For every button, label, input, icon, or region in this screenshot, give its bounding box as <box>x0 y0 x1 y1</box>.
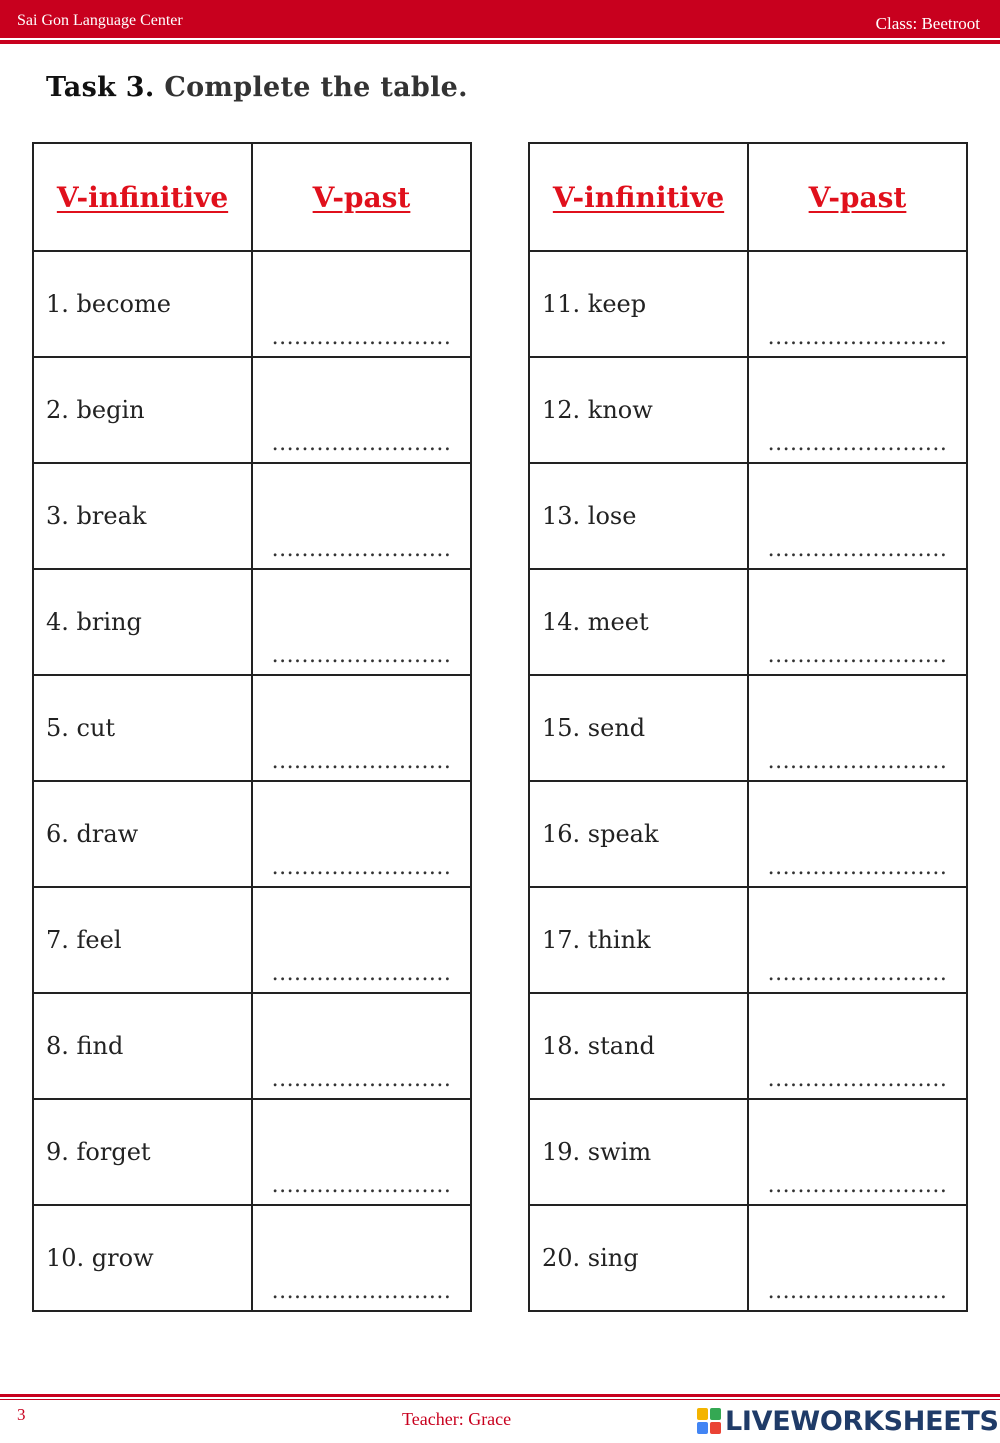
verb-past-blank[interactable]: ........................ <box>748 357 967 463</box>
verb-infinitive: 2. begin <box>33 357 252 463</box>
table-row <box>529 993 967 1099</box>
verb-table-right <box>528 142 968 1312</box>
verb-past-blank[interactable]: ........................ <box>748 781 967 887</box>
liveworksheets-logo-icon <box>697 1408 721 1434</box>
brand-text: LIVEWORKSHEETS <box>725 1405 999 1437</box>
verb-infinitive: 10. grow <box>33 1205 252 1311</box>
table-row <box>529 887 967 993</box>
header-past: V-past <box>252 143 471 251</box>
table-row <box>33 887 471 993</box>
table-header-row <box>529 143 967 251</box>
class-label: Class: Beetroot <box>875 14 980 33</box>
teacher-name: Teacher: Grace <box>402 1409 512 1429</box>
table-row <box>33 463 471 569</box>
verb-table-left <box>32 142 472 1312</box>
verb-infinitive: 8. find <box>33 993 252 1099</box>
table-row <box>529 463 967 569</box>
page-number: 3 <box>17 1405 26 1424</box>
verb-past-blank[interactable]: ........................ <box>748 1099 967 1205</box>
verb-infinitive: 11. keep <box>529 251 748 357</box>
verb-infinitive: 1. become <box>33 251 252 357</box>
verb-infinitive: 5. cut <box>33 675 252 781</box>
table-header-row <box>33 143 471 251</box>
table-row <box>33 781 471 887</box>
verb-infinitive: 16. speak <box>529 781 748 887</box>
verb-past-blank[interactable]: ........................ <box>252 1099 471 1205</box>
table-row <box>33 251 471 357</box>
header-divider <box>0 40 1000 44</box>
task-title <box>46 72 468 103</box>
verb-infinitive: 4. bring <box>33 569 252 675</box>
verb-infinitive: 9. forget <box>33 1099 252 1205</box>
verb-past-blank[interactable]: ........................ <box>252 1205 471 1311</box>
verb-past-blank[interactable]: ........................ <box>252 993 471 1099</box>
verb-past-blank[interactable]: ........................ <box>252 569 471 675</box>
header-infinitive: V-infinitive <box>33 143 252 251</box>
verb-past-blank[interactable]: ........................ <box>252 887 471 993</box>
table-row <box>529 357 967 463</box>
verb-infinitive: 17. think <box>529 887 748 993</box>
verb-infinitive: 20. sing <box>529 1205 748 1311</box>
verb-infinitive: 15. send <box>529 675 748 781</box>
verb-infinitive: 7. feel <box>33 887 252 993</box>
header-infinitive: V-infinitive <box>529 143 748 251</box>
table-row <box>529 675 967 781</box>
verb-infinitive: 18. stand <box>529 993 748 1099</box>
table-row <box>33 1099 471 1205</box>
verb-past-blank[interactable]: ........................ <box>252 463 471 569</box>
verb-past-blank[interactable]: ........................ <box>748 569 967 675</box>
verb-infinitive: 13. lose <box>529 463 748 569</box>
table-row <box>33 1205 471 1311</box>
verb-past-blank[interactable]: ........................ <box>252 675 471 781</box>
table-row <box>33 993 471 1099</box>
table-row <box>529 251 967 357</box>
table-row <box>33 569 471 675</box>
verb-past-blank[interactable]: ........................ <box>748 675 967 781</box>
verb-infinitive: 19. swim <box>529 1099 748 1205</box>
verb-past-blank[interactable]: ........................ <box>748 251 967 357</box>
verb-infinitive: 6. draw <box>33 781 252 887</box>
verb-past-blank[interactable]: ........................ <box>252 781 471 887</box>
footer-divider <box>0 1394 1000 1397</box>
table-row <box>529 569 967 675</box>
footer-divider-thin <box>0 1399 1000 1400</box>
verb-past-blank[interactable]: ........................ <box>748 887 967 993</box>
verb-past-blank[interactable]: ........................ <box>252 251 471 357</box>
liveworksheets-logo <box>697 1404 999 1438</box>
table-row <box>529 1099 967 1205</box>
table-row <box>529 1205 967 1311</box>
verb-past-blank[interactable]: ........................ <box>748 463 967 569</box>
task-instruction: Complete the table. <box>164 72 468 103</box>
center-name: Sai Gon Language Center <box>17 12 183 29</box>
table-row <box>33 675 471 781</box>
verb-infinitive: 14. meet <box>529 569 748 675</box>
verb-infinitive: 12. know <box>529 357 748 463</box>
header-bar <box>0 0 1000 38</box>
table-row <box>529 781 967 887</box>
verb-past-blank[interactable]: ........................ <box>252 357 471 463</box>
verb-past-blank[interactable]: ........................ <box>748 1205 967 1311</box>
header-past: V-past <box>748 143 967 251</box>
verb-past-blank[interactable]: ........................ <box>748 993 967 1099</box>
table-row <box>33 357 471 463</box>
task-label: Task 3. <box>46 72 155 103</box>
verb-infinitive: 3. break <box>33 463 252 569</box>
